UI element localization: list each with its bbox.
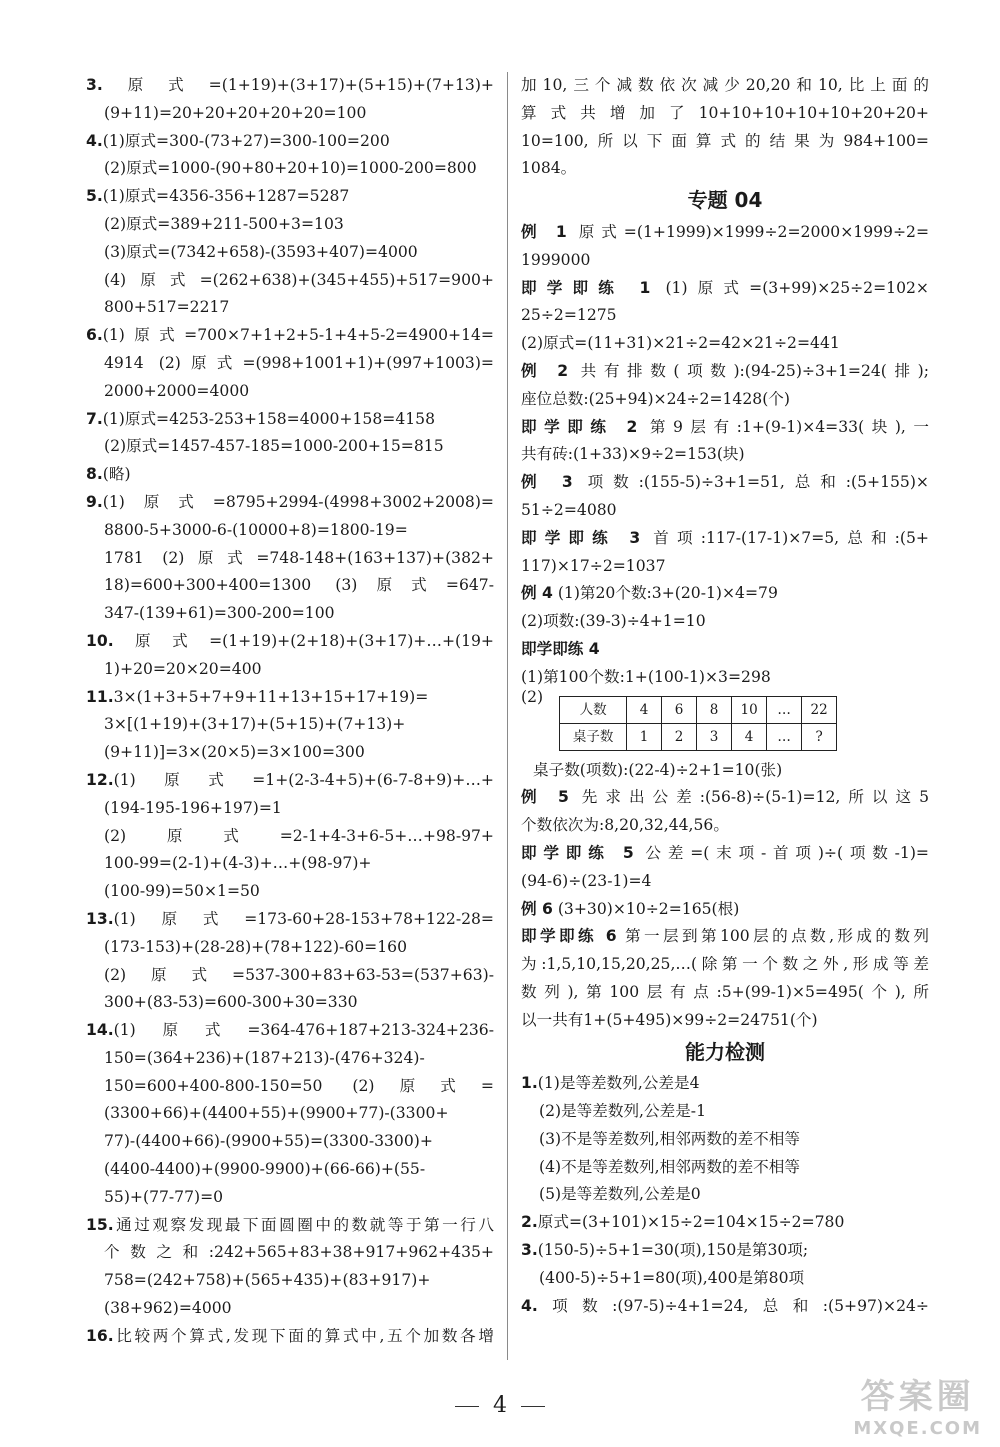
watermark-logo <box>853 1369 982 1439</box>
people-tables-table <box>559 696 837 751</box>
table-cell: 22 <box>802 696 837 723</box>
text-line <box>86 517 494 545</box>
text-line <box>521 525 929 553</box>
item-number: 4. <box>521 1296 538 1315</box>
table-cell: 3 <box>697 723 732 750</box>
text-line: 算式共增加了10+10+10+10+10+20+20+ <box>521 103 929 122</box>
text-line <box>521 414 929 442</box>
text-line <box>86 1156 494 1184</box>
line-text: (173-153)+(28-28)+(78+122)-60=160 <box>104 937 407 956</box>
example-label: 例 4 <box>521 584 553 603</box>
text-line <box>86 1184 494 1212</box>
line-text: (略) <box>102 465 131 484</box>
item-number: 5. <box>86 187 103 206</box>
line-text: 150=(364+236)+(187+213)-(476+324)- <box>104 1048 425 1067</box>
line-text: 原式=(1+1999)×1999÷2=2000×1999÷2= <box>566 222 929 241</box>
item-number: 7. <box>86 409 103 428</box>
text-line <box>521 1209 929 1237</box>
line-text: (3)原式=(7342+658)-(3593+407)=4000 <box>104 242 418 261</box>
line-text: (150-5)÷5+1=30(项),150是第30项; <box>537 1241 809 1260</box>
line-text: (94-6)÷(23-1)=4 <box>521 871 652 890</box>
line-text: 18)=600+300+400=1300 (3)原式=647- <box>104 576 494 595</box>
example-label: 例 3 <box>521 473 573 492</box>
line-text: 桌子数(项数):(22-4)÷2+1=10(张) <box>533 760 783 779</box>
table-cell: 人数 <box>560 696 627 723</box>
text-line <box>521 275 929 303</box>
line-text: 51÷2=4080 <box>521 500 617 519</box>
line-text: (1)原式=300-(73+27)=300-100=200 <box>102 131 390 150</box>
text-line <box>86 906 494 934</box>
text-line <box>521 979 929 1007</box>
line-text: (1)第20个数:3+(20-1)×4=79 <box>552 584 778 603</box>
line-text: (1)原式=8795+2994-(4998+3002+2008)= <box>102 492 494 511</box>
line-text: 150=600+400-800-150=50 (2)原式= <box>104 1076 494 1095</box>
item-number: 4. <box>86 131 103 150</box>
item-number: 10. <box>86 631 114 650</box>
line-text: 原式=(1+19)+(2+18)+(3+17)+…+(19+ <box>113 631 494 650</box>
text-line <box>86 545 494 573</box>
text-line <box>86 155 494 183</box>
example-label: 即学即练 4 <box>521 639 600 658</box>
line-text: (2)原式=2-1+4-3+6-5+…+98-97+ <box>104 826 494 845</box>
line-text: 第9层有:1+(9-1)×4=33(块),一 <box>637 417 929 436</box>
text-line <box>86 656 494 684</box>
line-text: (4)原式=(262+638)+(345+455)+517=900+ <box>104 270 494 289</box>
line-text: (1)是等差数列,公差是4 <box>537 1074 700 1093</box>
example-label: 例 1 <box>521 222 567 241</box>
text-line <box>86 572 494 600</box>
watermark-text: 答案圈 <box>860 1377 975 1417</box>
watermark-url: MXQE.COM <box>853 1418 982 1439</box>
item-number: 1. <box>521 1074 538 1093</box>
line-text: 800+517=2217 <box>104 298 230 317</box>
line-text: 以一共有1+(5+495)×99÷2=24751(个) <box>521 1010 818 1029</box>
table-cell: … <box>767 723 802 750</box>
text-line <box>521 784 929 812</box>
text-line <box>86 489 494 517</box>
item-number: 2. <box>521 1213 538 1232</box>
text-line <box>521 1070 929 1098</box>
item-number: 3. <box>521 1241 538 1260</box>
continuation-text <box>521 72 929 183</box>
example-label: 即学即练 5 <box>521 843 634 862</box>
text-line <box>86 1045 494 1073</box>
line-text: (3)不是等差数列,相邻两数的差不相等 <box>539 1129 800 1148</box>
line-text: 100-99=(2-1)+(4-3)+…+(98-97)+ <box>104 854 372 873</box>
text-line <box>86 962 494 990</box>
line-text: 数列),第100层有点:5+(99-1)×5=495(个),所 <box>521 982 929 1001</box>
line-text: 3×[(1+19)+(3+17)+(5+15)+(7+13)+ <box>104 715 406 734</box>
line-text: 758=(242+758)+(565+435)+(83+917)+ <box>104 1271 431 1290</box>
text-line <box>86 239 494 267</box>
text-line <box>86 294 494 322</box>
line-text: 原式=(3+101)×15÷2=104×15÷2=780 <box>537 1213 845 1232</box>
text-line <box>86 795 494 823</box>
line-text: (1)原式=4356-356+1287=5287 <box>102 187 350 206</box>
text-line <box>521 1181 929 1209</box>
line-text: (194-195-196+197)=1 <box>104 798 282 817</box>
line-text: (1)原式=4253-253+158=4000+158=4158 <box>102 409 436 428</box>
page-number: 4 <box>493 1393 507 1418</box>
text-line <box>86 350 494 378</box>
line-text: (2)项数:(39-3)÷4+1=10 <box>521 612 706 631</box>
table-row <box>560 723 837 750</box>
text-line <box>86 433 494 461</box>
ability-test-block <box>521 1070 929 1320</box>
table-cell: 2 <box>662 723 697 750</box>
item-number: 3. <box>86 76 103 94</box>
line-text: (3300+66)+(4400+55)+(9900+77)-(3300+ <box>104 1104 449 1123</box>
text-line <box>521 302 929 330</box>
line-text: 1999000 <box>521 250 591 269</box>
text-line <box>521 636 929 664</box>
text-line <box>521 330 929 358</box>
item-number: 16. <box>86 1326 114 1345</box>
example-label: 例 5 <box>521 788 569 807</box>
example-label: 例 6 <box>521 899 553 918</box>
line-text: (2)是等差数列,公差是-1 <box>539 1102 706 1121</box>
text-line <box>521 1007 929 1035</box>
text-line <box>86 628 494 656</box>
item-number: 8. <box>86 465 103 484</box>
text-line <box>521 441 929 469</box>
section-heading-topic: 专题 04 <box>687 188 763 213</box>
table-cell: 10 <box>732 696 767 723</box>
item-number: 15. <box>86 1215 114 1234</box>
text-line <box>86 823 494 851</box>
text-line <box>86 100 494 128</box>
line-text: 项数:(97-5)÷4+1=24,总和:(5+97)×24÷ <box>537 1296 929 1315</box>
item-number: 12. <box>86 770 114 789</box>
line-text: (38+962)=4000 <box>104 1299 232 1318</box>
line-text: 通过观察发现最下面圆圈中的数就等于第一行八 <box>113 1215 494 1234</box>
line-text: (5)是等差数列,公差是0 <box>539 1185 701 1204</box>
text-line <box>521 1265 929 1293</box>
line-text: (400-5)÷5+1=80(项),400是第80项 <box>539 1268 805 1287</box>
line-text: 个数之和:242+565+83+38+917+962+435+ <box>104 1243 494 1262</box>
text-line <box>86 1239 494 1267</box>
line-text: 25÷2=1275 <box>521 306 617 325</box>
line-text: (1)原式=(3+99)×25÷2=102× <box>650 278 929 297</box>
table-cell: 桌子数 <box>560 723 627 750</box>
line-text: (2)原式=389+211-500+3=103 <box>104 214 344 233</box>
item-number: 6. <box>86 326 103 345</box>
text-line <box>521 219 929 247</box>
text-line <box>86 989 494 1017</box>
text-line <box>86 1073 494 1101</box>
line-text: 共有排数(项数):(94-25)÷3+1=24(排); <box>568 361 929 380</box>
examples-block-2 <box>521 757 929 1035</box>
line-text: 1)+20=20×20=400 <box>104 659 262 678</box>
table-cell: 4 <box>627 696 662 723</box>
table-cell: … <box>767 696 802 723</box>
table-wrapper <box>521 687 929 757</box>
section-heading-ability-test: 能力检测 <box>685 1039 765 1064</box>
line-text: 4914 (2)原式=(998+1001+1)+(997+1003)= <box>104 353 494 372</box>
text-line <box>521 1154 929 1182</box>
line-text: 117)×17÷2=1037 <box>521 556 666 575</box>
text-line <box>86 1100 494 1128</box>
right-column <box>521 72 929 1320</box>
line-text: (4)不是等差数列,相邻两数的差不相等 <box>539 1157 800 1176</box>
line-text: 先求出公差:(56-8)÷(5-1)=12,所以这5 <box>568 788 929 807</box>
text-line <box>86 378 494 406</box>
text-line: 加10,三个减数依次减少20,20和10,比上面的 <box>521 76 929 94</box>
page-footer <box>0 1393 1000 1418</box>
table-row <box>560 696 837 723</box>
text-line: 10=100,所以下面算式的结果为984+100= <box>521 131 929 150</box>
text-line <box>521 868 929 896</box>
line-text: 55)+(77-77)=0 <box>104 1187 224 1206</box>
line-text: 个数依次为:8,20,32,44,56。 <box>521 816 729 835</box>
text-line <box>86 684 494 712</box>
text-line <box>521 497 929 525</box>
text-line <box>86 461 494 489</box>
text-line <box>521 247 929 275</box>
text-line <box>86 1295 494 1323</box>
text-line <box>86 878 494 906</box>
line-text: (1)原式=1+(2-3-4+5)+(6-7-8+9)+…+ <box>113 770 494 789</box>
text-line <box>86 850 494 878</box>
table-cell: ? <box>802 723 837 750</box>
line-text: (9+11)]=3×(20×5)=3×100=300 <box>104 743 365 762</box>
table-cell: 4 <box>732 723 767 750</box>
text-line <box>86 211 494 239</box>
text-line <box>521 1293 929 1321</box>
text-line <box>521 580 929 608</box>
text-line <box>86 1017 494 1045</box>
line-text: 2000+2000=4000 <box>104 381 250 400</box>
text-line <box>521 812 929 840</box>
text-line <box>521 951 929 979</box>
line-text: 公差=(末项-首项)÷(项数-1)= <box>633 843 929 862</box>
table-cell: 1 <box>627 723 662 750</box>
footer-dash-right <box>521 1406 545 1407</box>
table-cell: 8 <box>697 696 732 723</box>
line-text: (2)原式=1000-(90+80+20+10)=1000-200=800 <box>104 159 477 178</box>
text-line <box>521 1126 929 1154</box>
line-text: (1)原式=700×7+1+2+5-1+4+5-2=4900+14= <box>102 326 494 345</box>
examples-block <box>521 219 929 692</box>
line-text: 3×(1+3+5+7+9+11+13+15+17+19)= <box>113 687 429 706</box>
line-text: 共有砖:(1+33)×9÷2=153(块) <box>521 445 745 464</box>
text-line <box>86 1128 494 1156</box>
text-line <box>86 267 494 295</box>
footer-dash-left <box>455 1406 479 1407</box>
line-text: 347-(139+61)=300-200=100 <box>104 604 335 623</box>
line-text: (4400-4400)+(9900-9900)+(66-66)+(55- <box>104 1160 426 1179</box>
text-line: 1084。 <box>521 159 577 178</box>
line-text: 为:1,5,10,15,20,25,…(除第一个数之外,形成等差 <box>521 955 929 974</box>
text-line <box>86 767 494 795</box>
line-text: (2)原式=1457-457-185=1000-200+15=815 <box>104 437 444 456</box>
column-divider <box>507 72 508 1360</box>
text-line <box>86 72 494 100</box>
text-line <box>521 840 929 868</box>
line-text: (1)原式=364-476+187+213-324+236- <box>113 1021 494 1040</box>
item-number: 11. <box>86 687 114 706</box>
line-text: 原式=(1+19)+(3+17)+(5+15)+(7+13)+ <box>102 76 494 94</box>
line-text: 比较两个算式,发现下面的算式中,五个加数各增 <box>113 1326 494 1345</box>
text-line <box>86 183 494 211</box>
line-text: (3+30)×10÷2=165(根) <box>552 899 740 918</box>
example-label: 即学即练 6 <box>521 927 617 946</box>
line-text: 第一层到第100层的点数,形成的数列 <box>616 927 929 946</box>
text-line <box>86 1212 494 1240</box>
item-number: 14. <box>86 1021 114 1040</box>
text-line <box>86 600 494 628</box>
text-line <box>521 553 929 581</box>
text-line <box>86 1323 494 1351</box>
item-number: 9. <box>86 492 103 511</box>
text-line <box>521 1098 929 1126</box>
line-text: 1781 (2)原式=748-148+(163+137)+(382+ <box>104 548 494 567</box>
line-text: 300+(83-53)=600-300+30=330 <box>104 993 358 1012</box>
table-prefix: (2) <box>521 687 544 706</box>
line-text: 项数:(155-5)÷3+1=51,总和:(5+155)× <box>572 473 929 492</box>
line-text: (2)原式=(11+31)×21÷2=42×21÷2=441 <box>521 334 840 353</box>
line-text: 座位总数:(25+94)×24÷2=1428(个) <box>521 389 790 408</box>
text-line <box>86 128 494 156</box>
line-text: (100-99)=50×1=50 <box>104 882 260 901</box>
line-text: 8800-5+3000-6-(10000+8)=1800-19= <box>104 520 408 539</box>
text-line <box>521 386 929 414</box>
example-label: 例 2 <box>521 361 569 380</box>
text-line <box>86 1267 494 1295</box>
text-line <box>86 406 494 434</box>
line-text: (9+11)=20+20+20+20+20=100 <box>104 103 367 122</box>
text-line <box>521 664 929 692</box>
item-number: 13. <box>86 909 114 928</box>
line-text: (1)第100个数:1+(100-1)×3=298 <box>521 667 771 686</box>
left-column <box>86 72 494 1351</box>
text-line <box>521 757 929 785</box>
text-line <box>521 608 929 636</box>
example-label: 即学即练 3 <box>521 528 641 547</box>
line-text: 首项:117-(17-1)×7=5,总和:(5+ <box>640 528 929 547</box>
text-line <box>86 934 494 962</box>
line-text: (2)原式=537-300+83+63-53=(537+63)- <box>104 965 494 984</box>
example-label: 即学即练 2 <box>521 417 638 436</box>
line-text: (1)原式=173-60+28-153+78+122-28= <box>113 909 494 928</box>
table-cell: 6 <box>662 696 697 723</box>
example-label: 即学即练 1 <box>521 278 651 297</box>
text-line <box>86 322 494 350</box>
text-line <box>521 896 929 924</box>
text-line <box>521 1237 929 1265</box>
text-line <box>86 711 494 739</box>
text-line <box>521 923 929 951</box>
text-line <box>86 739 494 767</box>
line-text: 77)-(4400+66)-(9900+55)=(3300-3300)+ <box>104 1132 433 1151</box>
text-line <box>521 469 929 497</box>
text-line <box>521 358 929 386</box>
